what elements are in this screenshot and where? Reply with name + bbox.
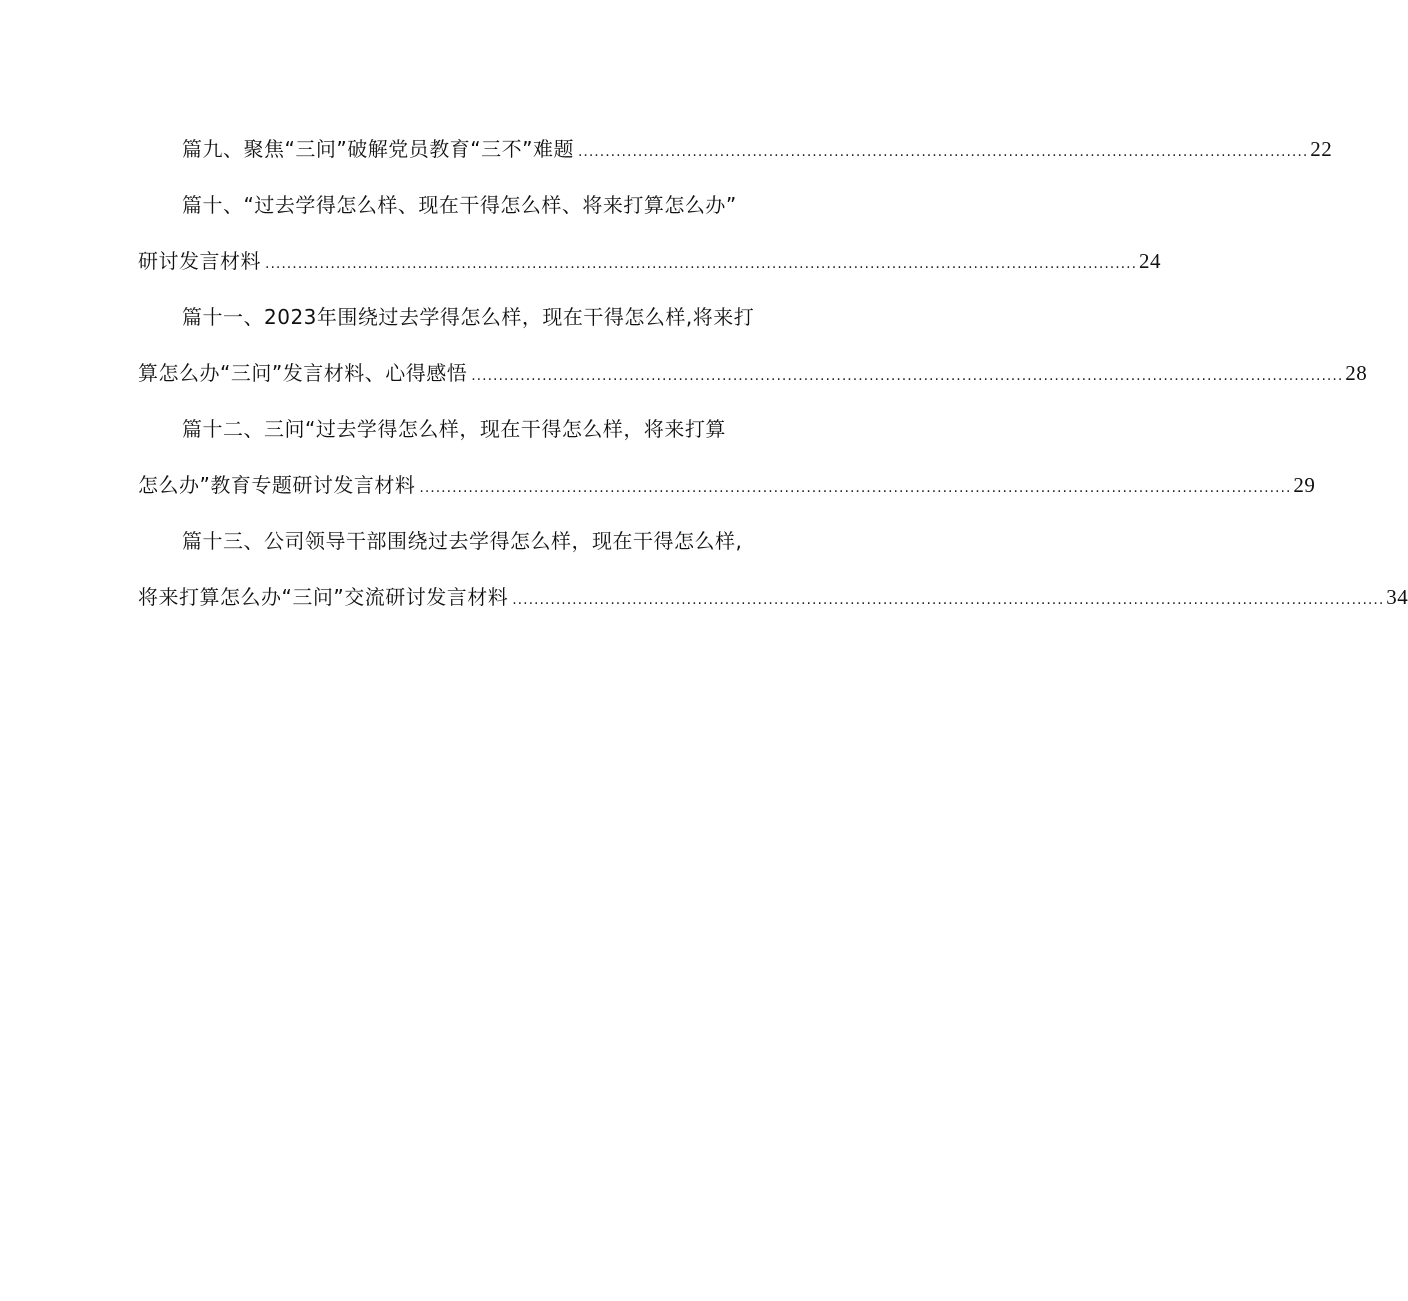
toc-page-number: 34 — [1386, 585, 1408, 609]
toc-entry-11-line2[interactable] — [138, 352, 1368, 408]
toc-entry-title: 研讨发言材料 — [138, 249, 261, 273]
toc-entry-12-line2[interactable] — [138, 464, 1316, 520]
toc-entry-title: 篇九、聚焦“三问”破解党员教育“三不”难题 — [182, 137, 574, 161]
toc-page-number: 24 — [1139, 249, 1162, 273]
toc-leader-dots: ...................................................................................................................................... — [577, 144, 1309, 160]
toc-entry-title: 篇十三、公司领导干部围绕过去学得怎么样，现在干得怎么样, — [182, 529, 743, 553]
toc-entry-title: 篇十一、2023年围绕过去学得怎么样，现在干得怎么样,将来打 — [182, 305, 755, 329]
toc-page-number: 22 — [1310, 137, 1333, 161]
toc-leader-dots: ................................................................................................................................................................ — [512, 592, 1385, 608]
toc-leader-dots: ................................................................................................................................................................ — [471, 368, 1344, 384]
toc-entry-13-line1[interactable] — [138, 520, 778, 576]
table-of-contents — [138, 128, 1408, 632]
toc-entry-11-line1[interactable] — [138, 296, 778, 352]
toc-entry-10-line2[interactable] — [138, 240, 1162, 296]
toc-entry-title: 将来打算怎么办“三问”交流研讨发言材料 — [138, 585, 509, 609]
toc-entry-title: 怎么办”教育专题研讨发言材料 — [138, 473, 416, 497]
toc-entry-title: 篇十二、三问“过去学得怎么样，现在干得怎么样，将来打算 — [182, 417, 726, 441]
toc-entry-10-line1[interactable] — [138, 184, 778, 240]
toc-entry-title: 算怎么办“三问”发言材料、心得感悟 — [138, 361, 468, 385]
toc-leader-dots: ................................................................................................................................................................ — [419, 480, 1292, 496]
toc-entry-9[interactable] — [138, 128, 1333, 184]
toc-entry-12-line1[interactable] — [138, 408, 778, 464]
toc-page-number: 28 — [1345, 361, 1368, 385]
toc-entry-13-line2[interactable] — [138, 576, 1408, 632]
toc-leader-dots: ................................................................................................................................................................ — [265, 256, 1138, 272]
toc-page-number: 29 — [1293, 473, 1316, 497]
toc-entry-title: 篇十、“过去学得怎么样、现在干得怎么样、将来打算怎么办” — [182, 193, 737, 217]
